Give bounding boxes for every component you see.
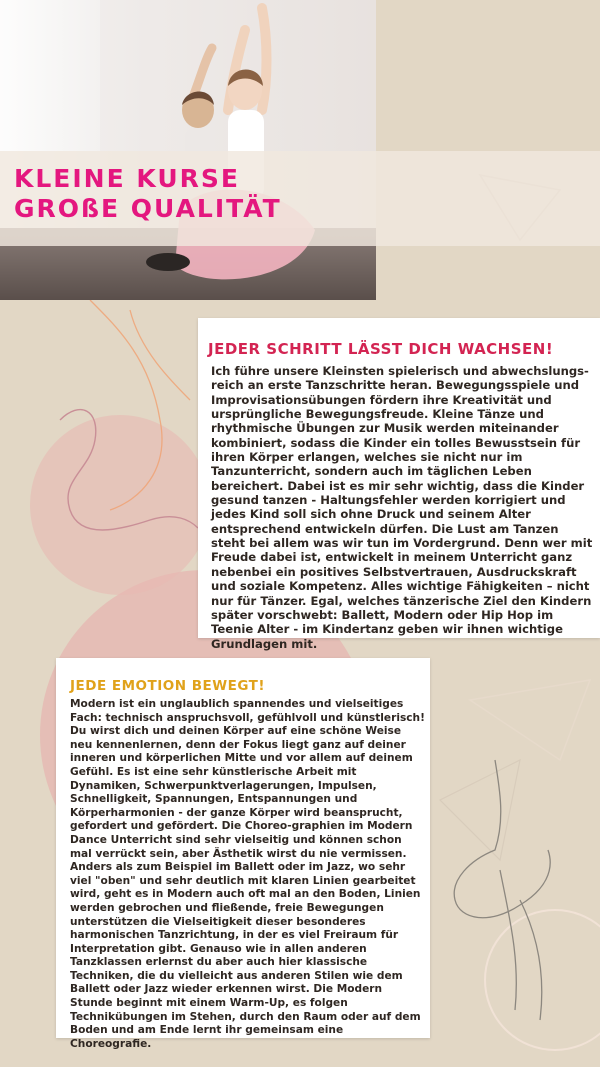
kindertanz-card — [198, 318, 600, 651]
hero-title — [14, 164, 282, 224]
modern-card — [56, 658, 430, 1050]
modern-heading: JEDE EMOTION BEWEGT! — [70, 678, 266, 694]
kindertanz-text: Ich führe unsere Kleinsten spielerisch und abwechslungs-reich an erste Tanzschritte heran. Bewegungsspiele und Improvisationsübungen fördern ihre Kreativität und ursprüngliche Bewegungsfreude. Kleine Tänze und rhythmische Übungen zur Musik werden miteinander kombiniert, sodass die Kinder ein tolles Bewusstsein für ihren Körper erlangen, welches sie nicht nur im Tanzunterricht, sondern auch im täglichen Leben bereichert. Dabei ist es mir sehr wichtig, dass die Kinder gesund tanzen - Haltungsfehler werden korrigiert und jedes Kind soll sich ohne Druck und seinem Alter entsprechend entwickeln dürfen. Die Lust am Tanzen steht bei allem was wir tun im Vordergrund. Denn wer mit Freude dabei ist, entwickelt in meinem Unterricht ganz nebenbei ein positives Selbstvertrauen, Ausdruckskraft und soziale Kompetenz. Alles wichtige Fähigkeiten – nicht nur für Tänzer. Egal, welches tänzerische Ziel den Kindern später vorschwebt: Ballett, Modern oder Hip Hop im Teenie Alter - im Kindertanz geben wir ihnen wichtige Grundlagen mit. — [211, 364, 593, 651]
triangle-decoration-3 — [440, 760, 520, 860]
hero-title-line-1: KLEINE KURSE — [14, 164, 240, 193]
dancers-illustration — [0, 0, 376, 300]
outline-circle-decoration — [485, 910, 600, 1050]
kindertanz-heading: JEDER SCHRITT LÄSST DICH WACHSEN! — [208, 340, 554, 358]
hero-title-line-2: GROßE QUALITÄT — [14, 194, 282, 223]
pink-circle-small-decoration — [30, 415, 210, 595]
hero-photo — [0, 0, 376, 300]
triangle-decoration-2 — [470, 680, 590, 760]
modern-text: Modern ist ein unglaublich spannendes und vielseitiges Fach: technisch anspruchsvoll, gefühlvoll und künstlerisch! Du wirst dich und deinen Körper auf eine schöne Weise neu kennenlernen, denn der Fokus liegt ganz auf deiner inneren und körperlichen Mitte und vor allem auf deinem Gefühl. Es ist eine sehr künstlerische Arbeit mit Dynamiken, Schwerpunktverlagerungen, Impulsen, Schnelligkeit, Spannungen, Entspannungen und Körperharmonien - der ganze Körper wird beansprucht, gefordert und gefördert. Die Choreo-graphien im Modern Dance Unterricht sind sehr vielseitig und können schon mal verrückt sein, aber Ästhetik wirst du nie vermissen. Anders als zum Beispiel im Ballett oder im Jazz, wo sehr viel "oben" und sehr deutlich mit klaren Linien gearbeitet wird, geht es in Modern auch oft mal an den Boden, Linien werden gebrochen und fließende, freie Bewegungen unterstützen die Vielseitigkeit dieser besonderes harmonischen Tanzrichtung, in der es viel Freiraum für Interpretation gibt. Genauso wie in allen anderen Tanzklassen erlernst du aber auch hier klassische Techniken, die du vielleicht aus anderen Stilen wie dem Ballett oder Jazz wieder erkennen wirst. Die Modern Stunde beginnt mit einem Warm-Up, es folgen Technikübungen im Stehen, durch den Raum oder auf dem Boden und am Ende lernt ihr gemeinsam eine Choreografie. — [70, 698, 425, 1050]
dancer-shoe — [146, 253, 190, 271]
gray-line-dancer-icon — [454, 760, 550, 1020]
dancer-front-arm-right — [262, 8, 267, 110]
